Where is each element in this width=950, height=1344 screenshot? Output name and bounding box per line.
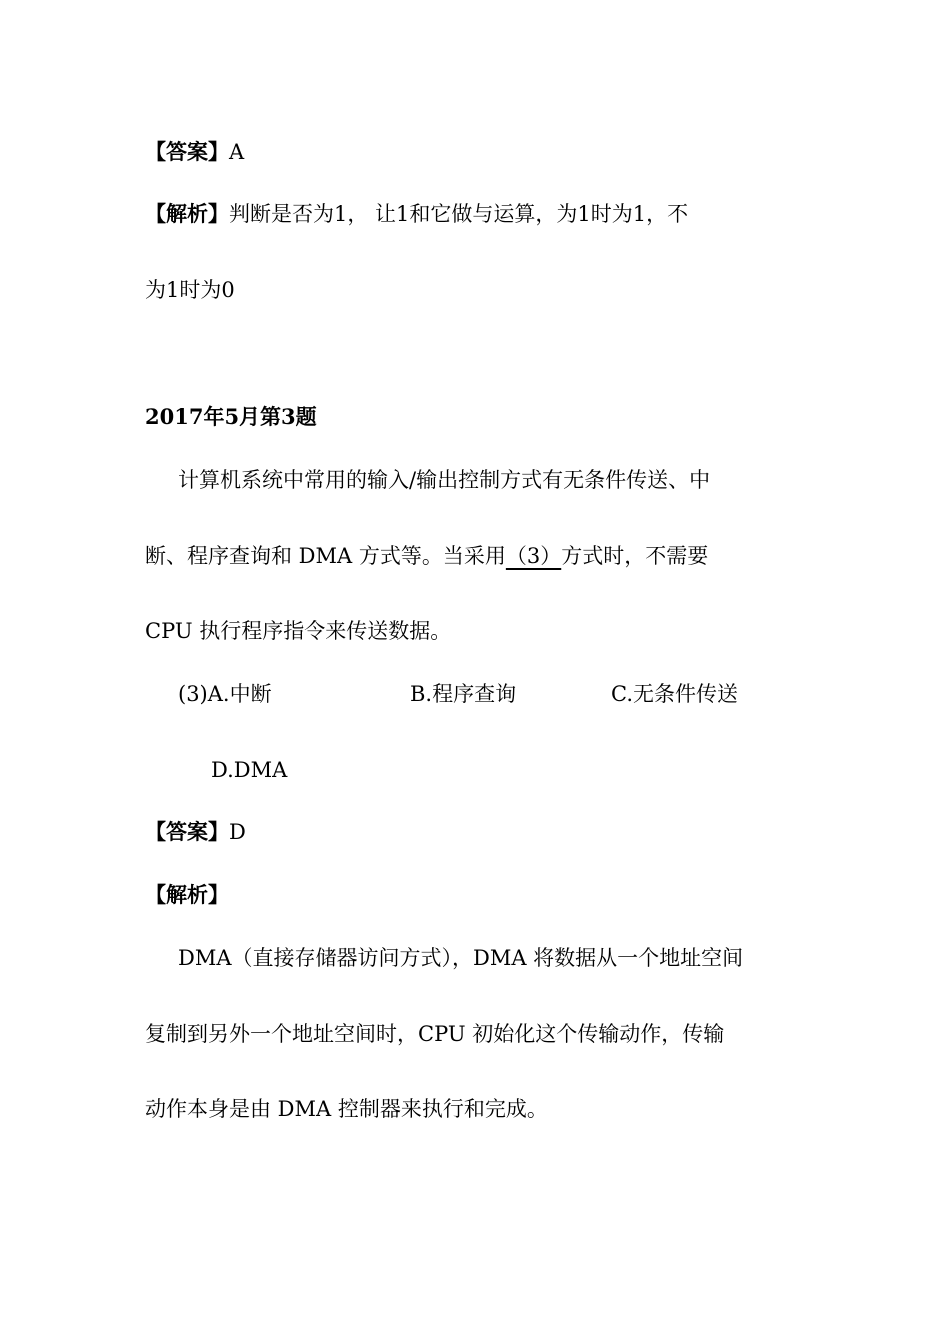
question-line-3: CPU 执行程序指令来传送数据。 bbox=[145, 619, 452, 643]
question-line-2-after: 方式时，不需要 bbox=[561, 544, 709, 568]
analysis-line-1: DMA（直接存储器访问方式），DMA 将数据从一个地址空间 bbox=[178, 946, 744, 970]
prev-answer-value: A bbox=[229, 140, 245, 164]
option-a: (3)A.中断 bbox=[178, 682, 272, 706]
prev-answer-line bbox=[145, 137, 244, 167]
prev-analysis-line-2 bbox=[145, 275, 235, 305]
question-line-2 bbox=[145, 541, 708, 571]
question-line-1: 计算机系统中常用的输入/输出控制方式有无条件传送、中 bbox=[178, 468, 711, 492]
prev-analysis-text-2: 为1时为0 bbox=[145, 278, 235, 302]
prev-analysis-line-1 bbox=[145, 199, 688, 229]
analysis-line-2: 复制到另外一个地址空间时，CPU 初始化这个传输动作，传输 bbox=[145, 1022, 725, 1046]
question-title: 2017年5月第3题 bbox=[145, 404, 317, 429]
question-line-2-before: 断、程序查询和 DMA 方式等。当采用 bbox=[145, 544, 506, 568]
prev-analysis-text-1: 判断是否为1， 让1和它做与运算，为1时为1，不 bbox=[229, 202, 689, 226]
option-c: C.无条件传送 bbox=[611, 682, 738, 706]
analysis-line-3: 动作本身是由 DMA 控制器来执行和完成。 bbox=[145, 1097, 548, 1121]
option-d: D.DMA bbox=[211, 758, 288, 782]
answer-value: D bbox=[229, 820, 246, 844]
question-blank: （3） bbox=[505, 544, 562, 568]
answer-line bbox=[145, 817, 246, 847]
option-b: B.程序查询 bbox=[410, 682, 517, 706]
analysis-label: 【解析】 bbox=[145, 882, 229, 907]
answer-label: 【答案】 bbox=[145, 819, 229, 844]
prev-analysis-label: 【解析】 bbox=[145, 201, 229, 226]
prev-answer-label: 【答案】 bbox=[145, 139, 229, 164]
